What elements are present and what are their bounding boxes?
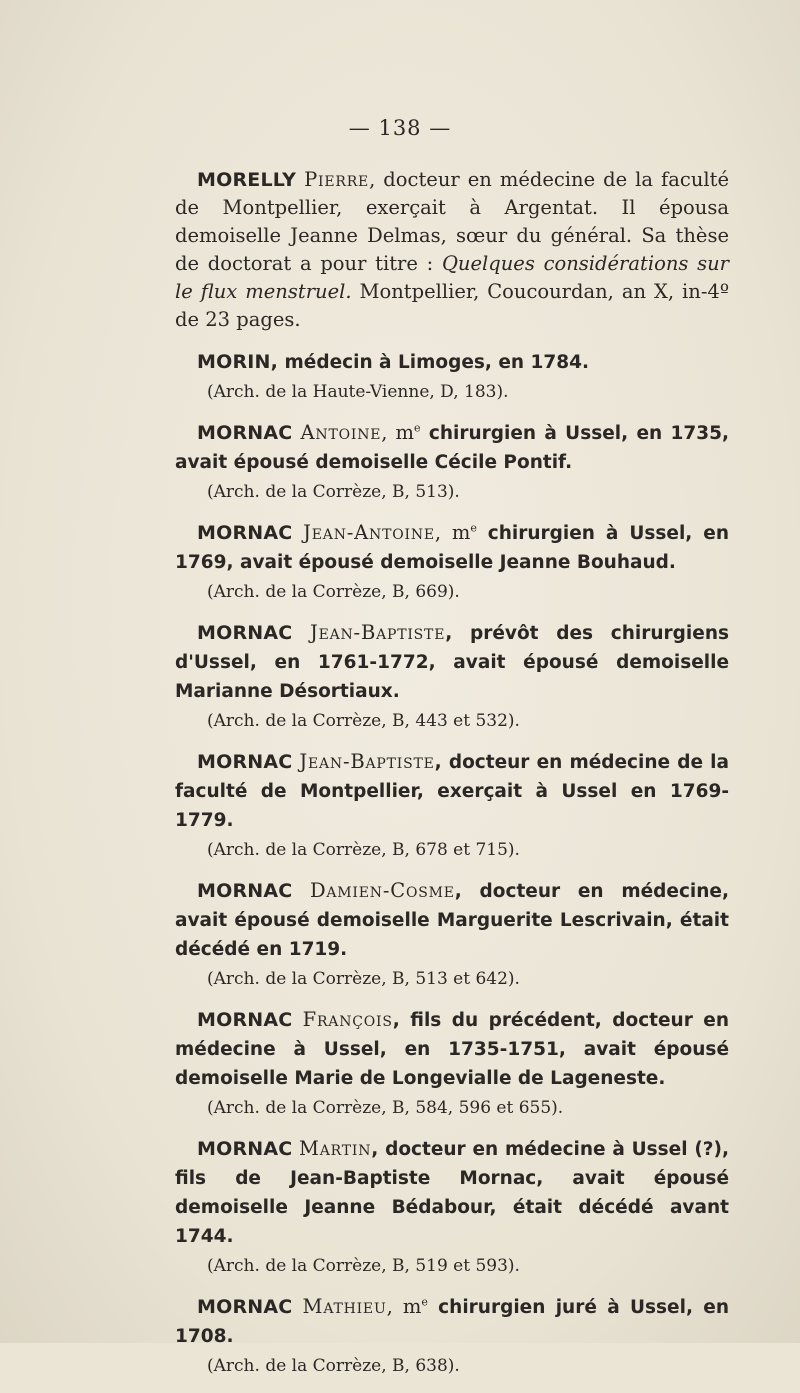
entry-reference: (Arch. de la Corrèze, B, 678 et 715). [207, 840, 520, 860]
entry-given-name: Damien-Cosme [309, 879, 455, 902]
entry-mornac-mathieu [175, 1293, 729, 1379]
entry-title-sup: e [421, 1295, 428, 1309]
entry-reference: (Arch. de la Corrèze, B, 669). [207, 582, 460, 602]
entry-mornac-jean-baptiste-prevot [175, 619, 729, 734]
entry-surname: MORNAC [197, 1009, 293, 1031]
entry-morin [175, 348, 729, 405]
entry-given-name: François [302, 1008, 393, 1031]
entry-surname: MORIN, [197, 351, 279, 373]
entry-reference: (Arch. de la Corrèze, B, 513). [207, 482, 460, 502]
entry-reference: (Arch. de la Corrèze, B, 519 et 593). [207, 1256, 520, 1276]
entry-text: Montpellier, Coucourdan, an X, in-4º de 23 pages. [175, 280, 729, 331]
entry-mornac-jean-antoine [175, 519, 729, 605]
page-number: — 138 — [348, 116, 452, 140]
entry-surname: MORNAC [197, 522, 293, 544]
entry-reference: (Arch. de la Corrèze, B, 584, 596 et 655). [207, 1098, 564, 1118]
entry-given-name: Pierre [304, 168, 370, 191]
entry-text: , docteur en médecine de la faculté de Montpellier, exerçait à Argentat. Il épousa demoiselle Jeanne Delmas, sœur du général. Sa thèse de doctorat a pour titre : [175, 168, 729, 275]
entry-reference: (Arch. de la Corrèze, B, 443 et 532). [207, 711, 520, 731]
entry-text: médecin à Limoges, en 1784. [278, 352, 590, 373]
entry-text: , docteur en médecine à Ussel (?), fils de Jean-Baptiste Mornac, avait épousé demoiselle Jeanne Bédabour, était décédé avant 1744. [175, 1139, 729, 1247]
entry-surname: MORNAC [197, 622, 293, 644]
entry-title: , m [386, 1295, 422, 1318]
entry-reference: (Arch. de la Corrèze, B, 513 et 642). [207, 969, 520, 989]
entry-surname: MORNAC [197, 880, 293, 902]
entry-text: , docteur en médecine de la faculté de Montpellier, exerçait à Ussel en 1769-1779. [175, 752, 730, 831]
entry-given-name: Antoine [300, 421, 382, 444]
entry-mornac-jean-baptiste-docteur [175, 748, 729, 863]
entry-morelly-pierre [175, 166, 729, 334]
entry-surname: MORNAC [197, 1138, 293, 1160]
entry-text: chirurgien à Ussel, en 1769, avait épousé demoiselle Jeanne Bouhaud. [175, 523, 730, 573]
entry-mornac-antoine [175, 419, 729, 505]
entry-text: , docteur en médecine, avait épousé demoiselle Marguerite Lescrivain, était décédé en 1719. [175, 881, 729, 960]
entry-given-name: Mathieu [302, 1295, 387, 1318]
entry-surname: MORNAC [197, 422, 293, 444]
entry-text: chirurgien juré à Ussel, en 1708. [175, 1297, 730, 1347]
entry-text: chirurgien à Ussel, en 1735, avait épousé demoiselle Cécile Pontif. [175, 423, 729, 473]
entry-given-name: Jean-Baptiste [299, 750, 435, 773]
entry-mornac-damien-cosme [175, 877, 729, 992]
entry-reference: (Arch. de la Haute-Vienne, D, 183). [207, 382, 509, 402]
entry-surname: MORNAC [197, 751, 293, 773]
entry-reference: (Arch. de la Corrèze, B, 638). [207, 1356, 460, 1376]
entry-text: , fils du précédent, docteur en médecine à Ussel, en 1735-1751, avait épousé demoiselle Marie de Longevialle de Lageneste. [175, 1010, 729, 1089]
entry-given-name: Jean-Baptiste [309, 621, 446, 644]
entry-title-sup: e [470, 521, 477, 535]
thesis-title: Quelques considérations sur le flux menstruel. [175, 252, 729, 303]
entry-text: , prévôt des chirurgiens d'Ussel, en 1761-1772, avait épousé demoiselle Marianne Désortiaux. [175, 623, 729, 702]
entry-mornac-martin [175, 1135, 729, 1279]
entry-mornac-francois [175, 1006, 729, 1121]
entry-surname: MORELLY [197, 169, 297, 191]
entry-title-sup: e [414, 421, 421, 435]
entry-title: , m [434, 521, 471, 544]
entry-title: , m [381, 421, 415, 444]
entry-list [175, 166, 729, 1393]
entry-given-name: Martin [298, 1137, 372, 1160]
entry-surname: MORNAC [197, 1296, 293, 1318]
entry-given-name: Jean-Antoine [303, 521, 435, 544]
